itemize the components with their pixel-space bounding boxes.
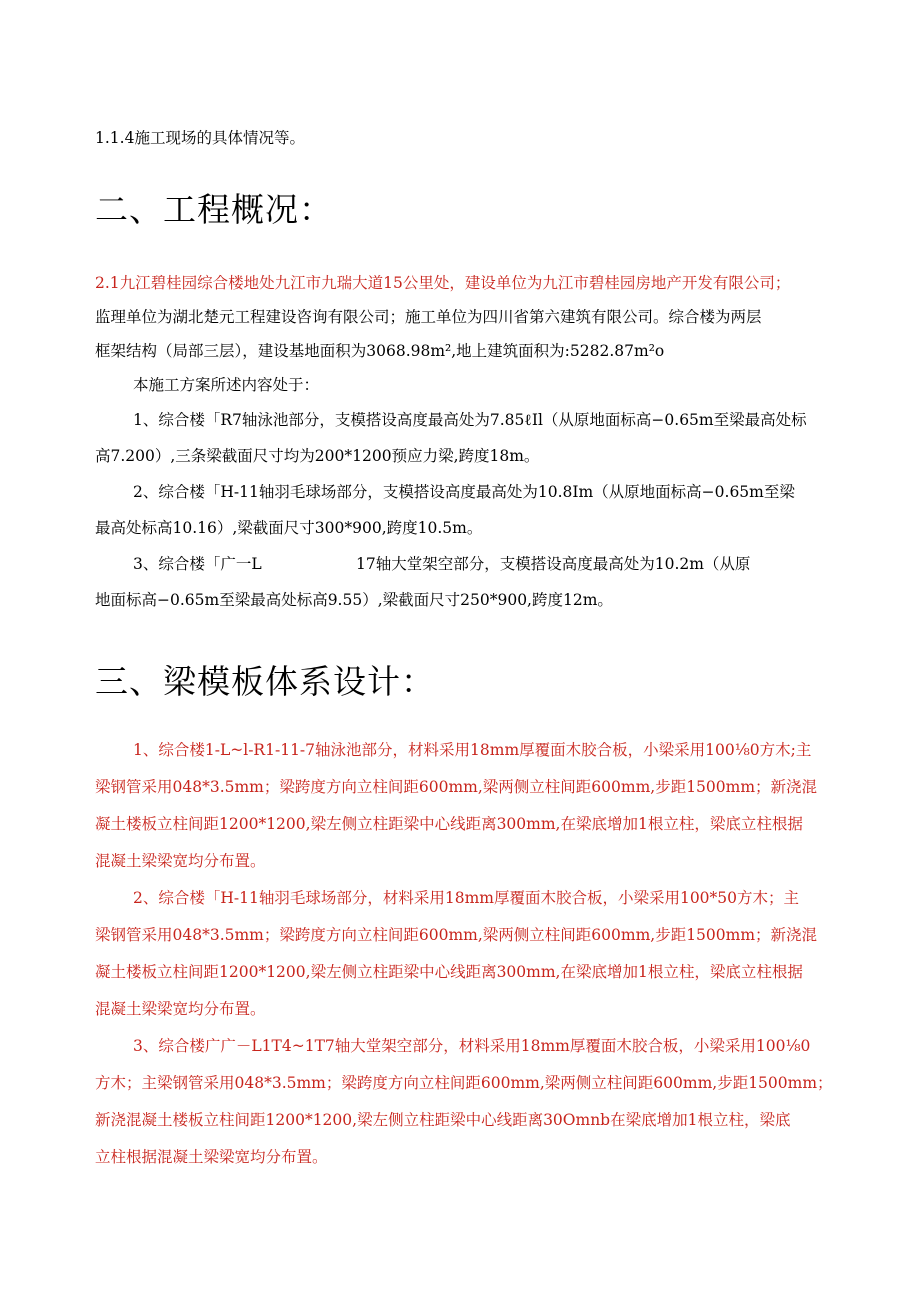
section-3-line: 凝土楼板立柱间距1200*1200,梁左侧立柱距梁中心线距离300mm,在梁底增加1根立柱，梁底立柱根据 [95,815,803,833]
section-2-line: 2、综合楼「H-11轴羽毛球场部分，支模搭设高度最高处为10.8Im（从原地面标高−0.65m至梁 [133,483,795,501]
section-3-line: 方木；主梁钢管采用048*3.5mm；梁跨度方向立柱间距600mm,梁两侧立柱间距600mm,步距1500mm； [95,1074,833,1092]
section-3-line: 1、综合楼1-L~l-R1-11-7轴泳池部分，材料采用18mm厚覆面木胶合板，小梁采用100⅛0方木;主 [133,741,812,759]
section-2-line: 2.1九江碧桂园综合楼地处九江市九瑞大道15公里处，建设单位为九江市碧桂园房地产开发有限公司； [95,274,791,292]
section-3-line: 混凝土梁梁宽均分布置。 [95,852,266,870]
section-3-line: 混凝土梁梁宽均分布置。 [95,1000,266,1018]
section-2-line: 3、综合楼「广一L [133,555,262,573]
section-2-heading: 二、工程概况： [95,190,333,229]
section-2-line: 1、综合楼「R7轴泳池部分，支模搭设高度最高处为7.85ℓIl（从原地面标高−0.65m至梁最高处标 [133,411,807,429]
section-3-heading: 三、梁模板体系设计： [95,662,435,701]
section-2-line: 地面标高−0.65m至梁最高处标高9.55）,梁截面尺寸250*900,跨度12m。 [95,591,613,609]
section-3-line: 梁钢管采用048*3.5mm；梁跨度方向立柱间距600mm,梁两侧立柱间距600mm,步距1500mm；新浇混 [95,926,818,944]
section-2-line: 框架结构（局部三层），建设基地面积为3068.98m²,地上建筑面积为:5282.87m²o [95,342,665,360]
section-3-line: 凝土楼板立柱间距1200*1200,梁左侧立柱距梁中心线距离300mm,在梁底增加1根立柱，梁底立柱根据 [95,963,803,981]
section-2-line: 最高处标高10.16）,梁截面尺寸300*900,跨度10.5m。 [95,519,483,537]
section-2-line: 本施工方案所述内容处于： [133,376,320,394]
section-3-line: 3、综合楼广广－L1T4~1T7轴大堂架空部分，材料采用18mm厚覆面木胶合板，小梁采用100⅛0 [133,1037,811,1055]
section-2-line: 高7.200）,三条梁截面尺寸均为200*1200预应力梁,跨度18m。 [95,447,540,465]
section-3-line: 新浇混凝土楼板立柱间距1200*1200,梁左侧立柱距梁中心线距离30Omnb在梁底增加1根立柱，梁底 [95,1111,791,1129]
section-3-line: 2、综合楼「H-11轴羽毛球场部分，材料采用18mm厚覆面木胶合板，小梁采用100*50方木；主 [133,889,800,907]
intro-item: 1.1.4施工现场的具体情况等。 [95,129,305,147]
section-3-line: 立柱根据混凝土梁梁宽均分布置。 [95,1148,328,1166]
section-2-line: 17轴大堂架空部分，支模搭设高度最高处为10.2m（从原 [356,555,751,573]
section-3-line: 梁钢管采用048*3.5mm；梁跨度方向立柱间距600mm,梁两侧立柱间距600mm,步距1500mm；新浇混 [95,778,818,796]
section-2-line: 监理单位为湖北楚元工程建设咨询有限公司；施工单位为四川省第六建筑有限公司。综合楼为两层 [95,308,762,326]
